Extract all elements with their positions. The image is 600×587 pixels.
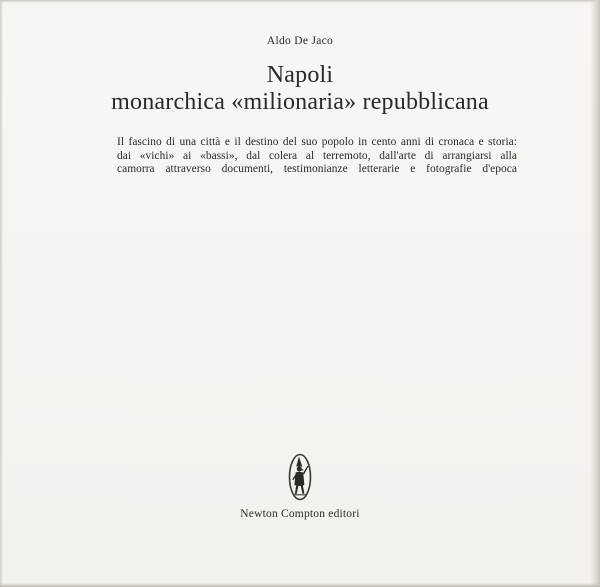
scan-edge-bottom [0, 583, 600, 587]
scan-edge-top [0, 0, 600, 3]
book-title [0, 62, 600, 116]
publisher-name: Newton Compton editori [240, 508, 360, 520]
subtitle-line-2: dai «vichi» ai «bassi», dal colera al terremoto, dall'arte di arrangiarsi alla [117, 149, 517, 162]
book-title-line-1: Napoli [266, 62, 334, 88]
subtitle-line-1: Il fascino di una città e il destino del suo popolo in cento anni di cronaca e storia: [117, 136, 517, 148]
subtitle-line-3: camorra attraverso documenti, testimonianze letterarie e fotografie d'epoca [117, 163, 517, 175]
book-subtitle [117, 136, 517, 177]
pulcinella-in-circle-icon [287, 452, 313, 502]
book-title-line-2: monarchica «milionaria» repubblicana [111, 89, 489, 115]
author-name: Aldo De Jaco [266, 35, 334, 47]
